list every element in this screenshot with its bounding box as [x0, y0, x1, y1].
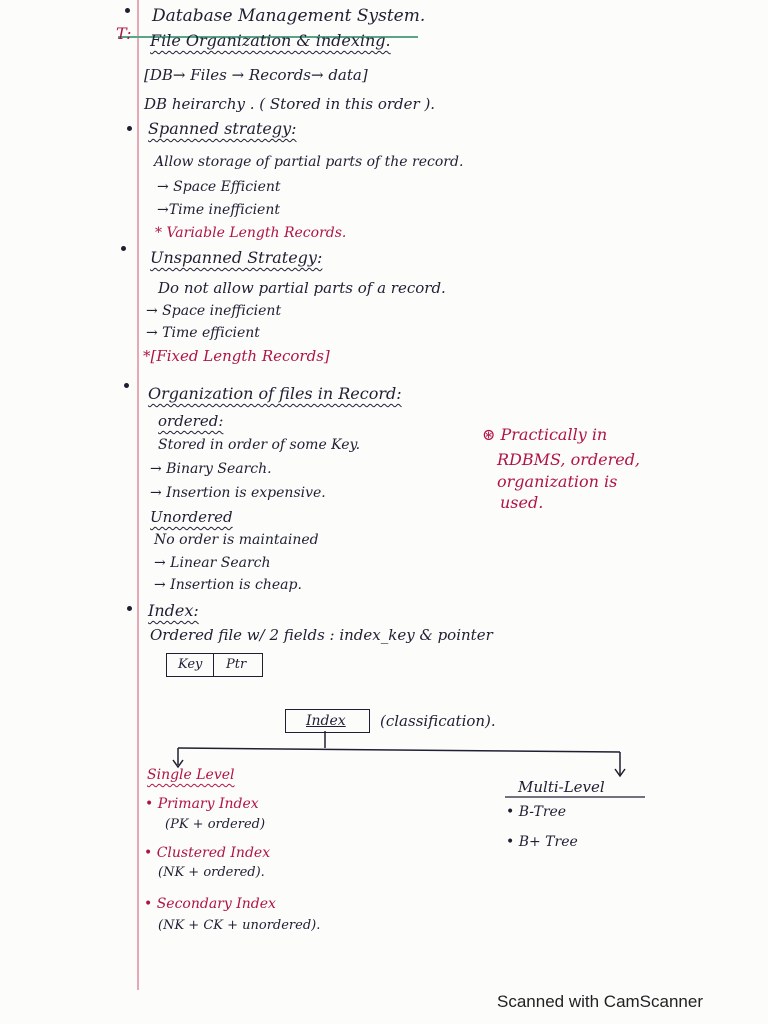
spanned-con: →Time inefficient — [157, 202, 280, 218]
side-note-line-3: organization is — [497, 472, 618, 491]
spanned-pro: → Space Efficient — [157, 179, 281, 195]
topic-heading: File Organization & indexing. — [150, 31, 391, 50]
side-note-line-1: ⊛ Practically in — [482, 425, 608, 444]
secondary-index-detail: (NK + CK + unordered). — [158, 918, 321, 933]
b-tree-item: • B-Tree — [506, 804, 567, 820]
ordered-point-1: → Binary Search. — [150, 461, 272, 477]
spanned-heading: Spanned strategy: — [148, 119, 297, 138]
organization-heading: Organization of files in Record: — [148, 384, 402, 403]
unordered-point-1: → Linear Search — [154, 555, 271, 571]
unordered-desc: No order is maintained — [154, 532, 319, 548]
multi-level-heading: Multi-Level — [518, 778, 605, 796]
unspanned-heading: Unspanned Strategy: — [150, 248, 323, 267]
single-level-heading: Single Level — [147, 767, 235, 783]
b-plus-tree-item: • B+ Tree — [506, 834, 578, 850]
unspanned-con: → Space inefficient — [146, 303, 282, 319]
ordered-desc: Stored in order of some Key. — [158, 437, 361, 453]
spanned-note: * Variable Length Records. — [155, 225, 347, 241]
unordered-point-2: → Insertion is cheap. — [154, 577, 302, 593]
page-title: Database Management System. — [152, 6, 426, 26]
ordered-heading: ordered: — [158, 412, 224, 430]
scanner-watermark: Scanned with CamScanner — [497, 992, 704, 1011]
hierarchy-line: [DB→ Files → Records→ data] — [144, 66, 368, 84]
spanned-desc: Allow storage of partial parts of the record. — [154, 154, 464, 170]
unordered-heading: Unordered — [150, 508, 233, 526]
secondary-index: • Secondary Index — [144, 896, 276, 912]
side-note-line-2: RDBMS, ordered, — [497, 450, 641, 469]
clustered-index: • Clustered Index — [144, 845, 271, 861]
classification-label: (classification). — [380, 712, 496, 730]
index-class-box: Index — [285, 709, 370, 733]
ptr-cell: Ptr — [213, 653, 263, 677]
index-heading: Index: — [148, 601, 199, 620]
primary-index: • Primary Index — [145, 796, 259, 812]
ordered-point-2: → Insertion is expensive. — [150, 485, 326, 501]
side-note-line-4: used. — [500, 493, 544, 512]
side-mark: T: — [116, 24, 132, 43]
hierarchy-note: DB heirarchy . ( Stored in this order ). — [144, 95, 436, 113]
primary-index-detail: (PK + ordered) — [165, 817, 266, 832]
key-cell: Key — [166, 653, 214, 677]
index-desc: Ordered file w/ 2 fields : index_key & pointer — [150, 626, 493, 644]
clustered-index-detail: (NK + ordered). — [158, 865, 265, 880]
unspanned-desc: Do not allow partial parts of a record. — [158, 279, 446, 297]
unspanned-note: *[Fixed Length Records] — [143, 347, 330, 365]
unspanned-pro: → Time efficient — [146, 325, 260, 341]
